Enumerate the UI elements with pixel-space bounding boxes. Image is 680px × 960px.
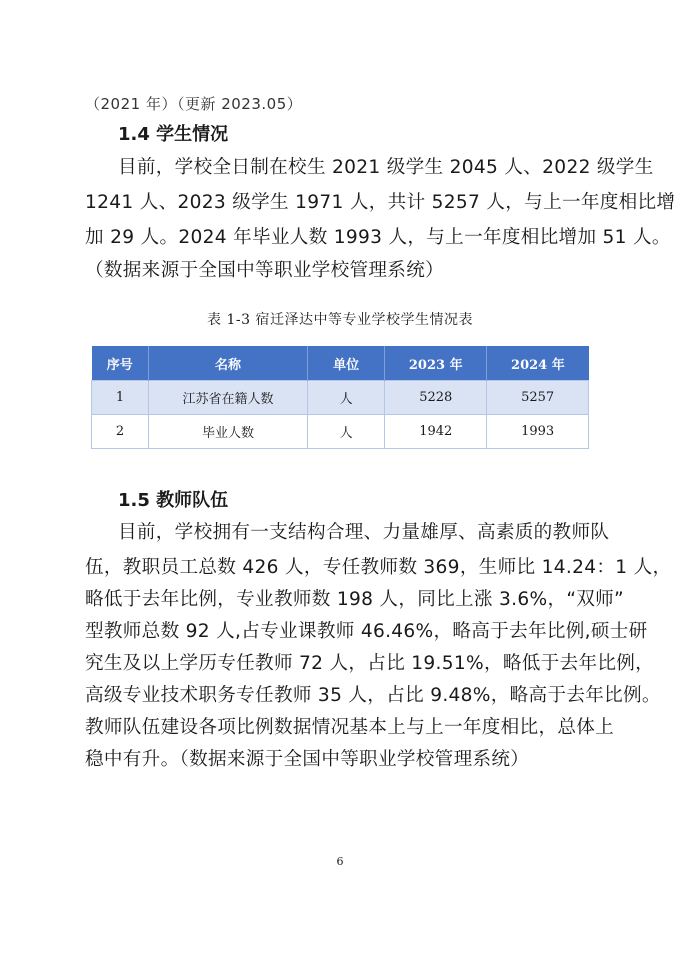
header-index: 序号 — [92, 346, 149, 381]
cell-2023: 1942 — [385, 415, 487, 449]
cell-name: 毕业人数 — [148, 415, 307, 449]
student-status-table — [91, 346, 589, 449]
cell-2023: 5228 — [385, 381, 487, 415]
paragraph-line: 目前，学校拥有一支结构合理、力量雄厚、高素质的教师队 — [118, 522, 610, 543]
cell-index: 1 — [92, 381, 149, 415]
page-number: 6 — [336, 855, 344, 868]
paragraph-line: 教师队伍建设各项比例数据情况基本上与上一年度相比，总体上 — [85, 717, 615, 738]
paragraph-line: 稳中有升。（数据来源于全国中等职业学校管理系统） — [85, 749, 530, 770]
paragraph-line: 加 29 人。2024 年毕业人数 1993 人，与上一年度相比增加 51 人。 — [85, 227, 671, 248]
paragraph-line: 型教师总数 92 人,占专业课教师 46.46%，略高于去年比例,硕士研 — [85, 621, 648, 642]
header-unit: 单位 — [308, 346, 385, 381]
header-name: 名称 — [148, 346, 307, 381]
cell-index: 2 — [92, 415, 149, 449]
paragraph-line: 伍，教职员工总数 426 人，专任教师数 369，生师比 14.24：1 人， — [85, 557, 672, 578]
cell-2024: 1993 — [487, 415, 589, 449]
update-line: （2021 年）（更新 2023.05） — [85, 95, 303, 113]
section-1-5-heading: 1.5 教师队伍 — [118, 490, 229, 511]
table-row — [92, 415, 589, 449]
paragraph-line: 目前，学校全日制在校生 2021 级学生 2045 人、2022 级学生 — [118, 157, 654, 178]
paragraph-line: 究生及以上学历专任教师 72 人，占比 19.51%，略低于去年比例， — [85, 653, 655, 674]
paragraph-line: （数据来源于全国中等职业学校管理系统） — [85, 260, 444, 281]
cell-name: 江苏省在籍人数 — [148, 381, 307, 415]
table-row — [92, 381, 589, 415]
cell-unit: 人 — [308, 415, 385, 449]
table-header-row — [92, 346, 589, 381]
table-caption: 表 1-3 宿迁泽达中等专业学校学生情况表 — [207, 312, 473, 328]
paragraph-line: 略低于去年比例，专业教师数 198 人，同比上涨 3.6%，“双师” — [85, 589, 624, 610]
paragraph-line: 高级专业技术职务专任教师 35 人，占比 9.48%，略高于去年比例。 — [85, 685, 661, 706]
header-year-2024: 2024 年 — [487, 346, 589, 381]
cell-unit: 人 — [308, 381, 385, 415]
header-year-2023: 2023 年 — [385, 346, 487, 381]
cell-2024: 5257 — [487, 381, 589, 415]
section-1-4-heading: 1.4 学生情况 — [118, 124, 229, 145]
paragraph-line: 1241 人、2023 级学生 1971 人，共计 5257 人，与上一年度相比增 — [85, 192, 676, 213]
